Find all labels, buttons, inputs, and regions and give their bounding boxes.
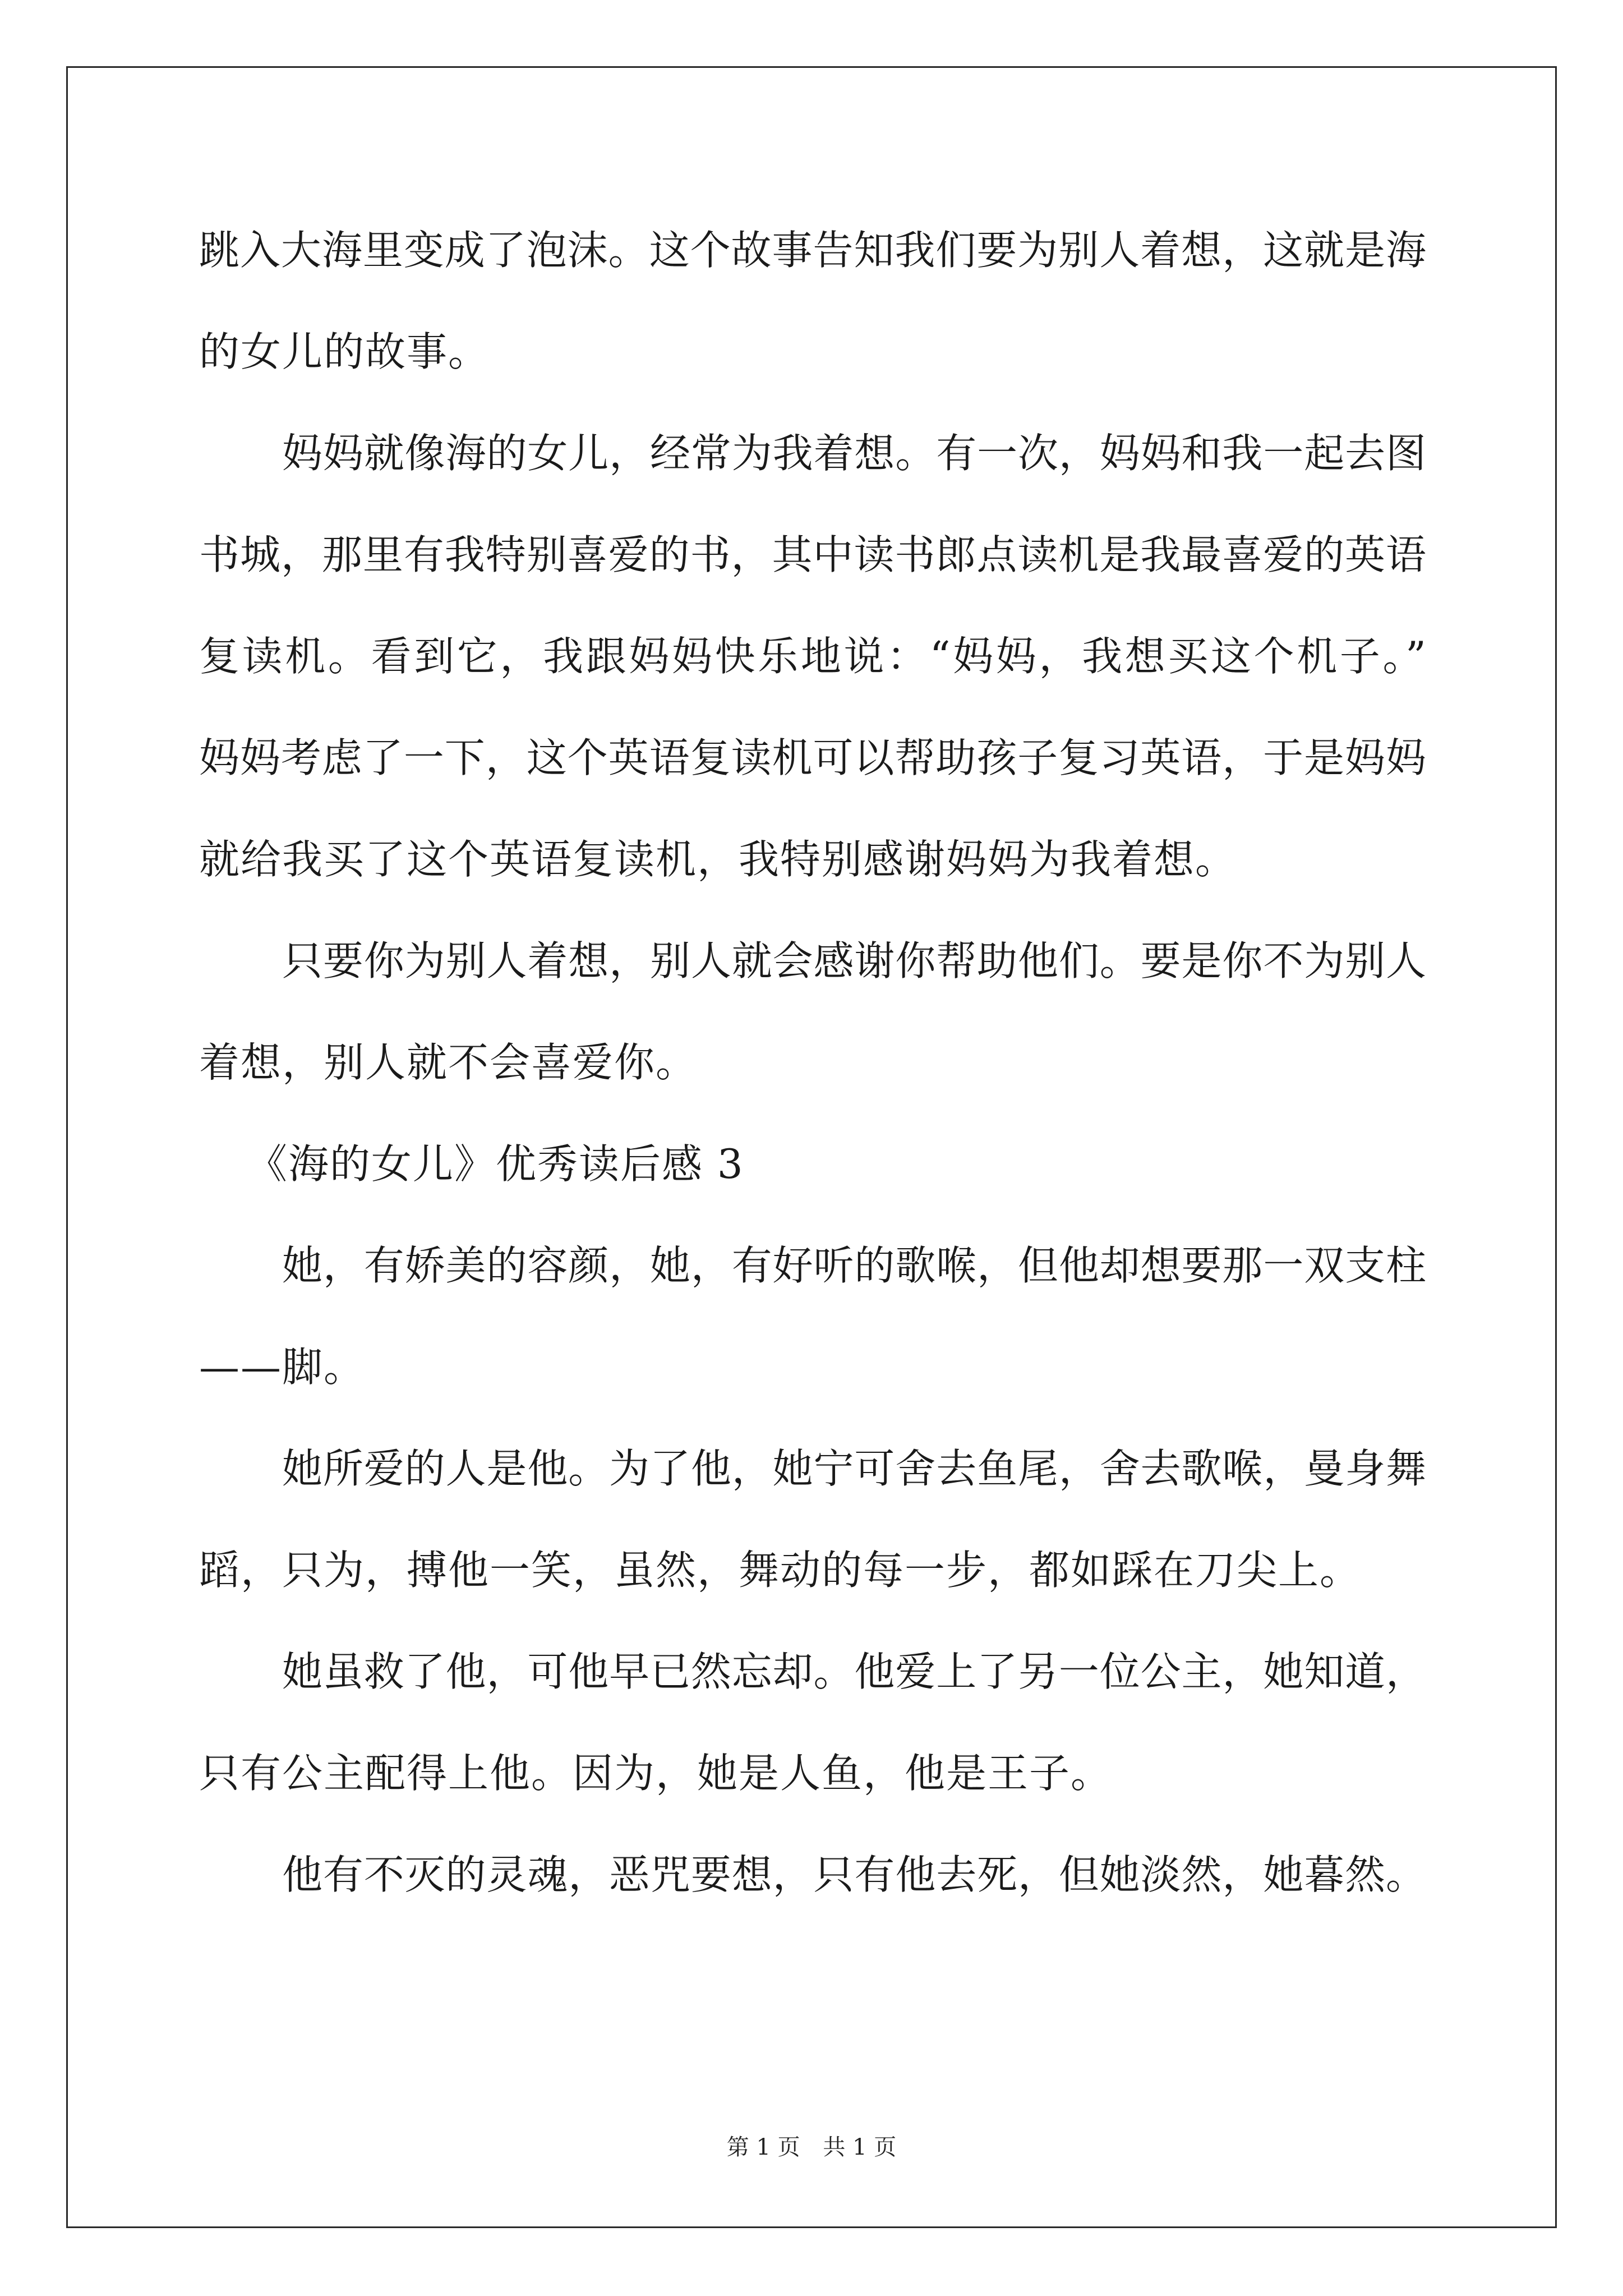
text-line: 她所爱的人是他。为了他，她宁可舍去鱼尾，舍去歌喉，曼身舞 bbox=[282, 1445, 1426, 1492]
text-line: ——脚。 bbox=[199, 1343, 366, 1391]
text-line: 就给我买了这个英语复读机，我特别感谢妈妈为我着想。 bbox=[199, 836, 1237, 883]
text-line: 蹈，只为，搏他一笑，虽然，舞动的每一步，都如踩在刀尖上。 bbox=[199, 1547, 1362, 1594]
text-line: 跳入大海里变成了泡沫。这个故事告知我们要为别人着想，这就是海 bbox=[199, 227, 1426, 274]
text-line: 她虽救了他，可他早已然忘却。他爱上了另一位公主，她知道， bbox=[282, 1648, 1426, 1695]
page-footer bbox=[0, 2132, 1623, 2163]
text-line: 妈妈考虑了一下，这个英语复读机可以帮助孩子复习英语，于是妈妈 bbox=[199, 734, 1426, 781]
text-line: 她，有娇美的容颜，她，有好听的歌喉，但他却想要那一双支柱 bbox=[282, 1242, 1426, 1289]
page-number: 第 1 页 bbox=[726, 2134, 800, 2160]
section-heading: 《海的女儿》优秀读后感 3 bbox=[247, 1140, 744, 1188]
text-line: 只要你为别人着想，别人就会感谢你帮助他们。要是你不为别人 bbox=[282, 937, 1426, 984]
text-line: 妈妈就像海的女儿，经常为我着想。有一次，妈妈和我一起去图 bbox=[282, 430, 1426, 477]
text-line: 复读机。看到它，我跟妈妈快乐地说：“妈妈，我想买这个机子。” bbox=[199, 633, 1426, 680]
page-total: 共 1 页 bbox=[823, 2134, 897, 2160]
text-line: 只有公主配得上他。因为，她是人鱼，他是王子。 bbox=[199, 1750, 1113, 1797]
text-line: 书城，那里有我特别喜爱的书，其中读书郎点读机是我最喜爱的英语 bbox=[199, 531, 1426, 578]
text-line: 他有不灭的灵魂，恶咒要想，只有他去死，但她淡然，她暮然。 bbox=[282, 1851, 1426, 1898]
text-line: 的女儿的故事。 bbox=[199, 328, 490, 375]
text-line: 着想，别人就不会喜爱你。 bbox=[199, 1039, 698, 1086]
